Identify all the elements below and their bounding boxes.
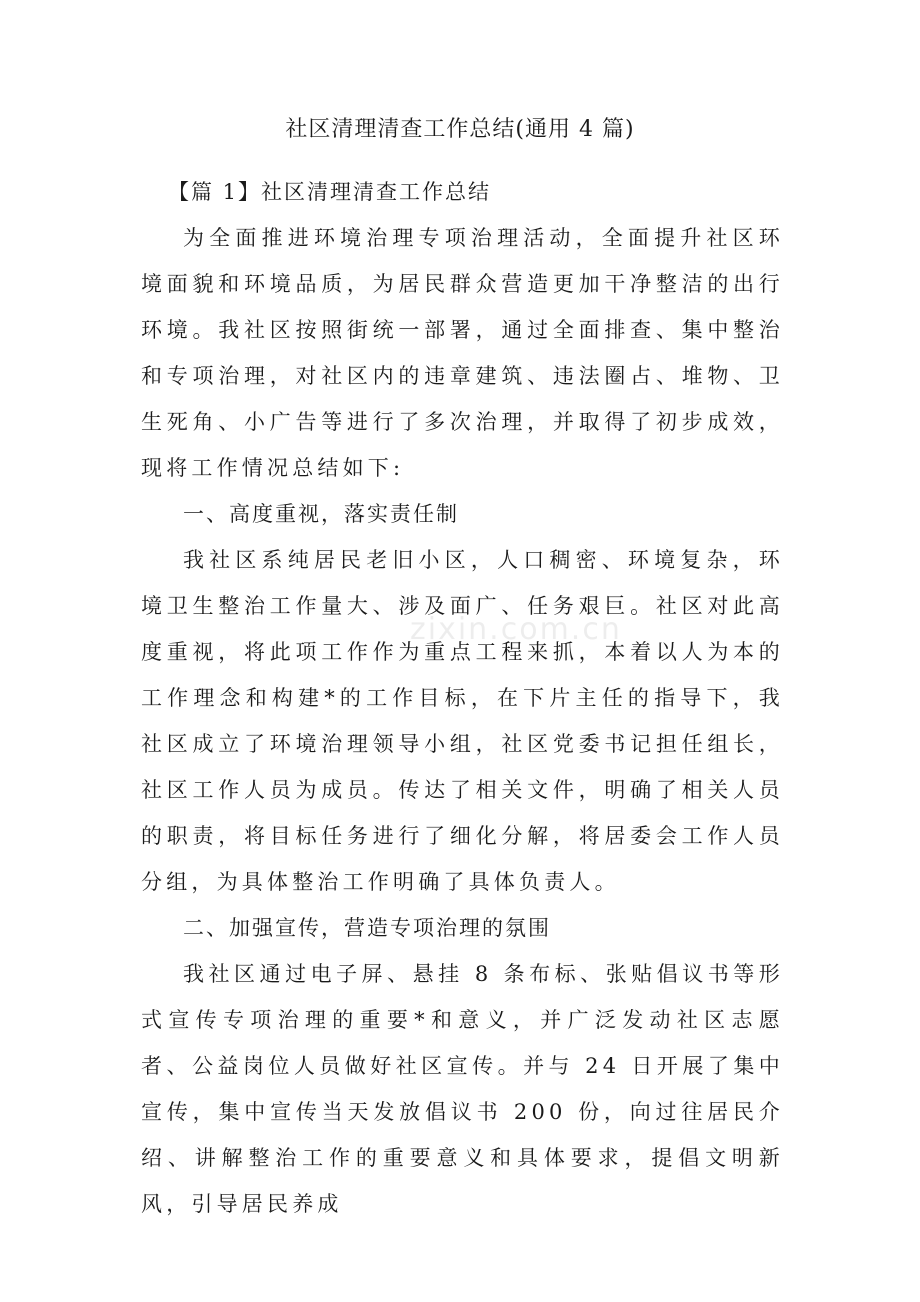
- watermark: zixin.com.cn: [410, 612, 622, 647]
- paragraph-2: 我社区通过电子屏、悬挂 8 条布标、张贴倡议书等形式宣传专项治理的重要*和意义，并广泛发动社区志愿者、公益岗位人员做好社区宣传。并与 24 日开展了集中宣传，集中宣传当天发放倡议书 200 份，向过往居民介绍、讲解整治工作的重要意义和具体要求，提倡文明新风，引导居民养成: [141, 962, 784, 1216]
- subheading-2: 二、加强宣传，营造专项治理的氛围: [183, 916, 551, 940]
- subheading-1: 一、高度重视，落实责任制: [183, 502, 459, 526]
- document-title: 社区清理清查工作总结(通用 4 篇): [285, 117, 635, 142]
- section-heading: 【篇 1】社区清理清查工作总结: [168, 180, 492, 204]
- paragraph-intro: 为全面推进环境治理专项治理活动，全面提升社区环境面貌和环境品质，为居民群众营造更加干净整洁的出行环境。我社区按照街统一部署，通过全面排查、集中整治和专项治理，对社区内的违章建筑、违法圈占、堆物、卫生死角、小广告等进行了多次治理，并取得了初步成效，现将工作情况总结如下:: [141, 226, 784, 480]
- document-body: [141, 215, 784, 1227]
- paragraph-1: 我社区系纯居民老旧小区，人口稠密、环境复杂，环境卫生整治工作量大、涉及面广、任务艰巨。社区对此高度重视，将此项工作作为重点工程来抓，本着以人为本的工作理念和构建*的工作目标，在下片主任的指导下，我社区成立了环境治理领导小组，社区党委书记担任组长，社区工作人员为成员。传达了相关文件，明确了相关人员的职责，将目标任务进行了细化分解，将居委会工作人员分组，为具体整治工作明确了具体负责人。: [141, 548, 784, 894]
